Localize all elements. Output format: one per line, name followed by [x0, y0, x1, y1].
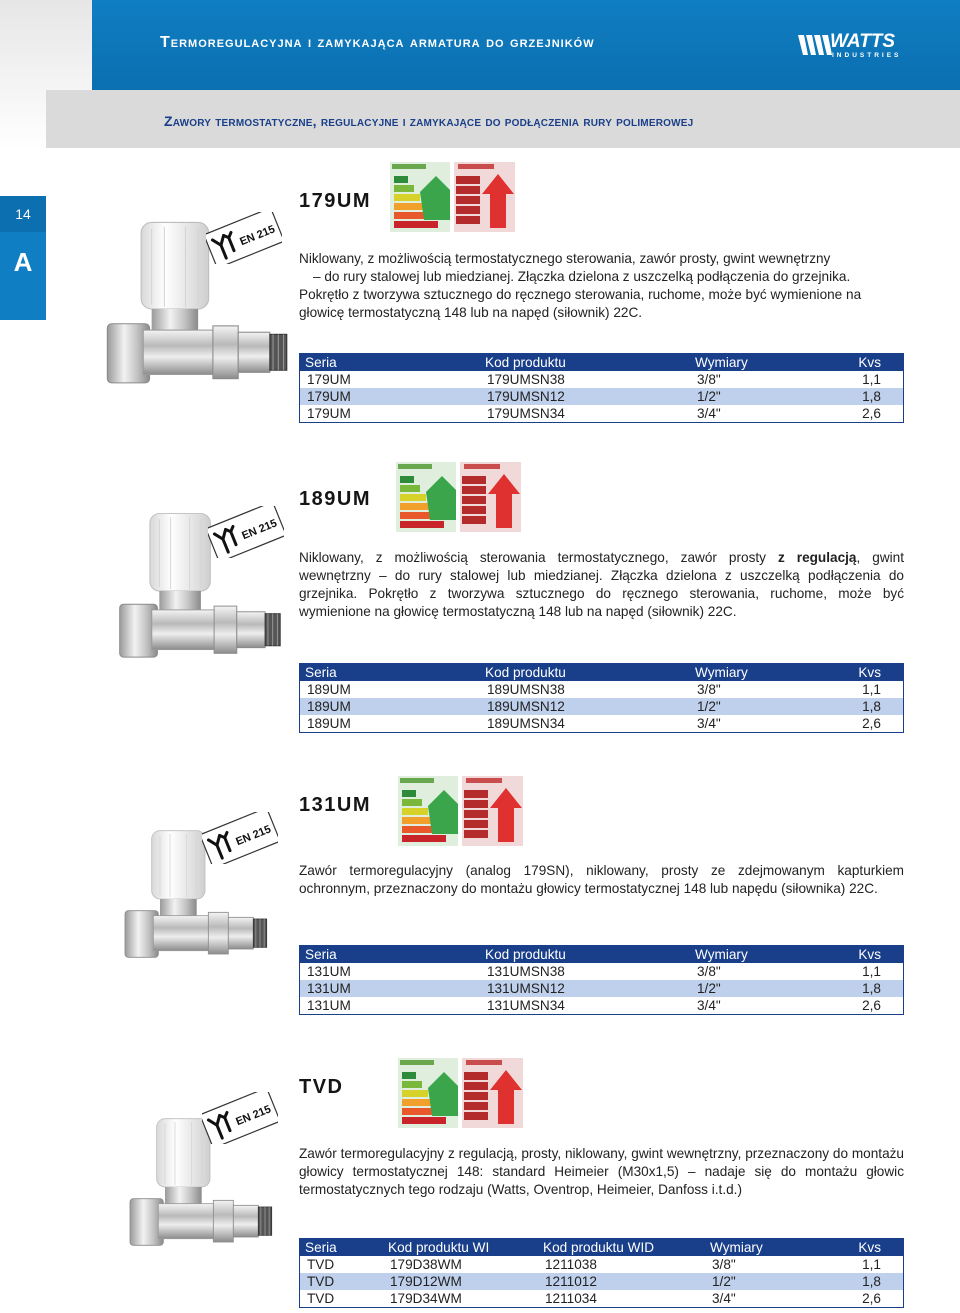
energy-efficiency-icon: [398, 1058, 523, 1128]
col-wymiary: Wymiary: [690, 946, 830, 964]
col-seria: Seria: [300, 354, 481, 372]
en215-badge-icon: [206, 212, 282, 264]
cell: 3/4": [697, 406, 721, 421]
cell: TVD: [307, 1291, 335, 1306]
product-desc-tvd: Zawór termoregulacyjny z regulacją, prosty, niklowany, gwint wewnętrzny, przeznaczony do montażu głowicy termostatycznej 148: standard Heimeier (M30x1,5) – nadaje się do montażu głowic termostatycznych tego rodzaju (Watts, Oventrop, Heimeier, Danfoss i.t.d.): [299, 1146, 904, 1197]
cell: 179D34WM: [390, 1291, 462, 1306]
cell: 189UM: [300, 698, 481, 715]
desc-text: , gwint wewnętrzny – do rury stalowej lub miedzianej. Złączka dzielona z uszczelką podłączenia do grzejnika. Pokrętło z tworzywa sztucznego do ręcznego sterowania, ruchome, może być wymienione na głowicę termostatyczną 148 lub na napęd (siłownik) 22C.: [299, 550, 905, 619]
en215-badge-icon: [202, 812, 278, 864]
cell: 1/2": [690, 698, 830, 715]
desc-line: – do rury stalowej lub miedzianej. Złączka dzielona z uszczelką podłączenia do grzejnika.: [313, 269, 851, 284]
table-header-row: [300, 664, 904, 682]
cell: 189UMSN38: [487, 682, 565, 697]
cell: 179D12WM: [383, 1273, 538, 1290]
cell: 1,8: [830, 980, 904, 997]
table-header-row: [300, 946, 904, 964]
cell: 179UM: [307, 372, 351, 387]
cell: 179UMSN34: [487, 406, 565, 421]
col-kod: Kod produktu: [480, 664, 690, 682]
product-desc-179um: [299, 250, 904, 322]
col-kvs: Kvs: [830, 946, 904, 964]
col-kvs: Kvs: [830, 1239, 904, 1257]
cell: 3/8": [697, 964, 721, 979]
cell: 179D38WM: [390, 1257, 462, 1272]
col-kod: Kod produktu: [480, 354, 690, 372]
cell: TVD: [300, 1273, 384, 1290]
cell: 1,8: [830, 698, 904, 715]
logo-word: WATTS: [830, 31, 896, 52]
table-row: [300, 388, 904, 405]
cell: 1,1: [862, 964, 881, 979]
cell: 131UMSN38: [487, 964, 565, 979]
col-kod-wi: Kod produktu WI: [383, 1239, 538, 1257]
table-row: [300, 980, 904, 997]
col-kvs: Kvs: [830, 664, 904, 682]
spec-table-tvd: [299, 1238, 904, 1308]
cell: 131UMSN34: [487, 998, 565, 1013]
cell: 1,8: [830, 388, 904, 405]
table-row: [300, 997, 904, 1015]
cell: 2,6: [862, 1291, 881, 1306]
col-kod-wid: Kod produktu WID: [538, 1239, 705, 1257]
cell: 179UMSN12: [480, 388, 690, 405]
logo-sub: INDUSTRIES: [832, 52, 902, 59]
cell: 131UM: [307, 998, 351, 1013]
energy-efficiency-icon: [390, 162, 515, 232]
cell: 3/8": [697, 372, 721, 387]
cell: 3/4": [697, 716, 721, 731]
cell: 1/2": [690, 980, 830, 997]
energy-efficiency-icon: [398, 776, 523, 846]
table-row: [300, 1290, 904, 1308]
table-row: [300, 371, 904, 388]
table-row: [300, 715, 904, 733]
cell: 2,6: [862, 998, 881, 1013]
table-header-row: [300, 354, 904, 372]
col-seria: Seria: [300, 1239, 384, 1257]
table-header-row: [300, 1239, 904, 1257]
table-row: [300, 1273, 904, 1290]
col-seria: Seria: [300, 946, 481, 964]
cell: 1,1: [862, 1257, 881, 1272]
cell: 1211038: [545, 1257, 597, 1272]
cell: 189UM: [307, 716, 351, 731]
spec-table-131um: [299, 945, 904, 1015]
cell: 3/4": [712, 1291, 736, 1306]
cell: 189UMSN34: [487, 716, 565, 731]
cell: 179UM: [300, 388, 481, 405]
cell: 1,1: [862, 372, 881, 387]
desc-line: Pokrętło z tworzywa sztucznego do ręcznego sterowania, ruchome, może być wymienione na głowicę termostatyczną 148 lub na napęd (siłownik) 22C.: [299, 287, 862, 320]
col-kvs: Kvs: [830, 354, 904, 372]
cell: 2,6: [862, 716, 881, 731]
cell: 2,6: [862, 406, 881, 421]
product-title-tvd: TVD: [299, 1076, 344, 1098]
en215-badge-icon: [208, 506, 284, 558]
en215-badge-icon: [202, 1092, 278, 1144]
cell: 3/4": [697, 998, 721, 1013]
table-row: [300, 405, 904, 423]
cell: 3/8": [712, 1257, 736, 1272]
table-row: [300, 963, 904, 980]
col-kod: Kod produktu: [480, 946, 690, 964]
cell: 1211012: [538, 1273, 705, 1290]
table-row: [300, 681, 904, 698]
desc-line: Niklowany, z możliwością termostatycznego sterowania, zawór prosty, gwint wewnętrzny: [299, 251, 831, 266]
watts-logo-icon: [798, 33, 908, 61]
page-header-title: Termoregulacyjna i zamykająca armatura do grzejników: [160, 34, 595, 51]
energy-efficiency-icon: [396, 462, 521, 532]
desc-text: Niklowany, z możliwością sterowania termostatycznego, zawór prosty: [299, 550, 778, 565]
product-title-189um: 189UM: [299, 488, 371, 510]
cell: 189UM: [307, 682, 351, 697]
product-desc-131um: Zawór termoregulacyjny (analog 179SN), niklowany, prosty ze zdejmowanym kapturkiem ochronnym, przeznaczony do montażu głowicy termostatycznej 148 lub napędu (siłownika) 22C.: [299, 863, 904, 896]
cell: 131UM: [307, 964, 351, 979]
desc-bold: z regulacją: [777, 550, 857, 565]
table-row: [300, 1256, 904, 1273]
spec-table-189um: [299, 663, 904, 733]
page-number-tab: 14: [0, 196, 46, 232]
cell: 189UMSN12: [480, 698, 690, 715]
cell: 1/2": [690, 388, 830, 405]
section-letter-tab: A: [0, 232, 46, 320]
col-seria: Seria: [300, 664, 481, 682]
product-desc-189um: [299, 549, 904, 621]
spec-table-179um: [299, 353, 904, 423]
cell: 1/2": [705, 1273, 830, 1290]
cell: 179UMSN38: [487, 372, 565, 387]
cell: 1,1: [862, 682, 881, 697]
cell: 3/8": [697, 682, 721, 697]
cell: TVD: [307, 1257, 335, 1272]
product-title-179um: 179UM: [299, 190, 371, 212]
cell: 1211034: [545, 1291, 597, 1306]
col-wymiary: Wymiary: [690, 354, 830, 372]
cell: 131UMSN12: [480, 980, 690, 997]
table-row: [300, 698, 904, 715]
col-wymiary: Wymiary: [690, 664, 830, 682]
cell: 179UM: [307, 406, 351, 421]
col-wymiary: Wymiary: [705, 1239, 830, 1257]
cell: 1,8: [830, 1273, 904, 1290]
product-title-131um: 131UM: [299, 794, 371, 816]
cell: 131UM: [300, 980, 481, 997]
section-subtitle: Zawory termostatyczne, regulacyjne i zamykające do podłączenia rury polimerowej: [164, 113, 694, 129]
